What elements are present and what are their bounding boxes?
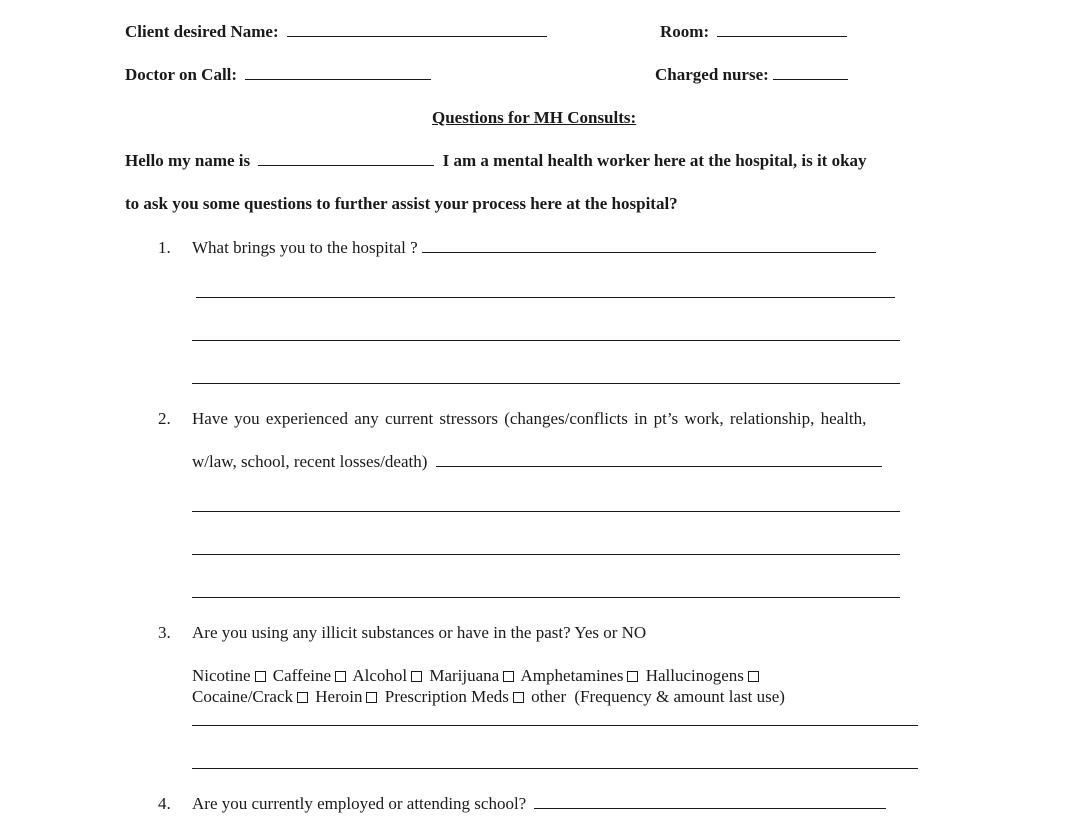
substance-label: other — [531, 687, 567, 706]
question-1-answer-line-2[interactable] — [196, 297, 895, 298]
substance-checkbox[interactable] — [513, 692, 524, 703]
substance-label: Prescription Meds — [384, 687, 509, 706]
question-4-number: 4. — [158, 794, 171, 813]
question-4-text: Are you currently employed or attending school? — [192, 794, 527, 813]
substance-label: Nicotine — [192, 666, 251, 685]
question-2-text: Have you experienced any current stressors (changes/conflicts in pt’s work, relationship, health, — [192, 409, 867, 428]
doctor-label: Doctor on Call: — [125, 65, 238, 84]
intro-part-2: I am a mental health worker here at the hospital, is it okay — [442, 151, 867, 170]
room-field[interactable] — [717, 21, 847, 37]
intro-line-1 — [125, 150, 867, 172]
question-1 — [192, 237, 876, 259]
substance-label: Marijuana — [429, 666, 500, 685]
question-3-answer-line-1[interactable] — [192, 725, 918, 726]
question-1-answer-field[interactable] — [422, 237, 876, 253]
question-2-answer-line-3[interactable] — [192, 554, 900, 555]
question-1-answer-line-4[interactable] — [192, 383, 900, 384]
question-1-text: What brings you to the hospital ? — [192, 238, 418, 257]
substance-label: Cocaine/Crack — [192, 687, 294, 706]
substances-note: (Frequency & amount last use) — [574, 687, 785, 706]
question-2-answer-line-4[interactable] — [192, 597, 900, 598]
client-name-field[interactable] — [287, 21, 547, 37]
question-4-answer-field[interactable] — [534, 793, 886, 809]
doctor-row — [125, 64, 431, 86]
substance-checkbox[interactable] — [627, 671, 638, 682]
question-2-answer-line-2[interactable] — [192, 511, 900, 512]
client-name-row — [125, 21, 547, 43]
question-3-text: Are you using any illicit substances or have in the past? Yes or NO — [192, 623, 647, 642]
worker-name-field[interactable] — [258, 150, 434, 166]
question-2-line-2 — [192, 451, 882, 473]
room-row — [660, 21, 847, 43]
nurse-row — [655, 64, 848, 86]
substance-label: Caffeine — [272, 666, 332, 685]
substance-checkbox[interactable] — [411, 671, 422, 682]
substance-checkbox[interactable] — [503, 671, 514, 682]
form-title: Questions for MH Consults: — [432, 108, 637, 127]
question-3-answer-line-2[interactable] — [192, 768, 918, 769]
room-label: Room: — [660, 22, 710, 41]
intro-part-1: Hello my name is — [125, 151, 251, 170]
nurse-field[interactable] — [773, 64, 848, 80]
substance-checkbox[interactable] — [255, 671, 266, 682]
client-name-label: Client desired Name: — [125, 22, 279, 41]
doctor-field[interactable] — [245, 64, 431, 80]
substance-checkbox[interactable] — [366, 692, 377, 703]
substance-checkbox[interactable] — [297, 692, 308, 703]
substance-checkbox[interactable] — [748, 671, 759, 682]
question-1-number: 1. — [158, 238, 171, 257]
question-2-answer-field[interactable] — [436, 451, 882, 467]
question-2-text-2: w/law, school, recent losses/death) — [192, 452, 428, 471]
substances-row-2 — [192, 686, 785, 708]
substance-label: Heroin — [315, 687, 363, 706]
question-1-answer-line-3[interactable] — [192, 340, 900, 341]
intro-line-2: to ask you some questions to further assist your process here at the hospital? — [125, 194, 678, 213]
substances-row-1 — [192, 665, 762, 687]
substance-label: Hallucinogens — [645, 666, 744, 685]
question-3-number: 3. — [158, 623, 171, 642]
substance-checkbox[interactable] — [335, 671, 346, 682]
question-4 — [192, 793, 886, 815]
question-2-number: 2. — [158, 409, 171, 428]
substance-label: Amphetamines — [520, 666, 624, 685]
nurse-label: Charged nurse: — [655, 65, 769, 84]
substance-label: Alcohol — [352, 666, 408, 685]
